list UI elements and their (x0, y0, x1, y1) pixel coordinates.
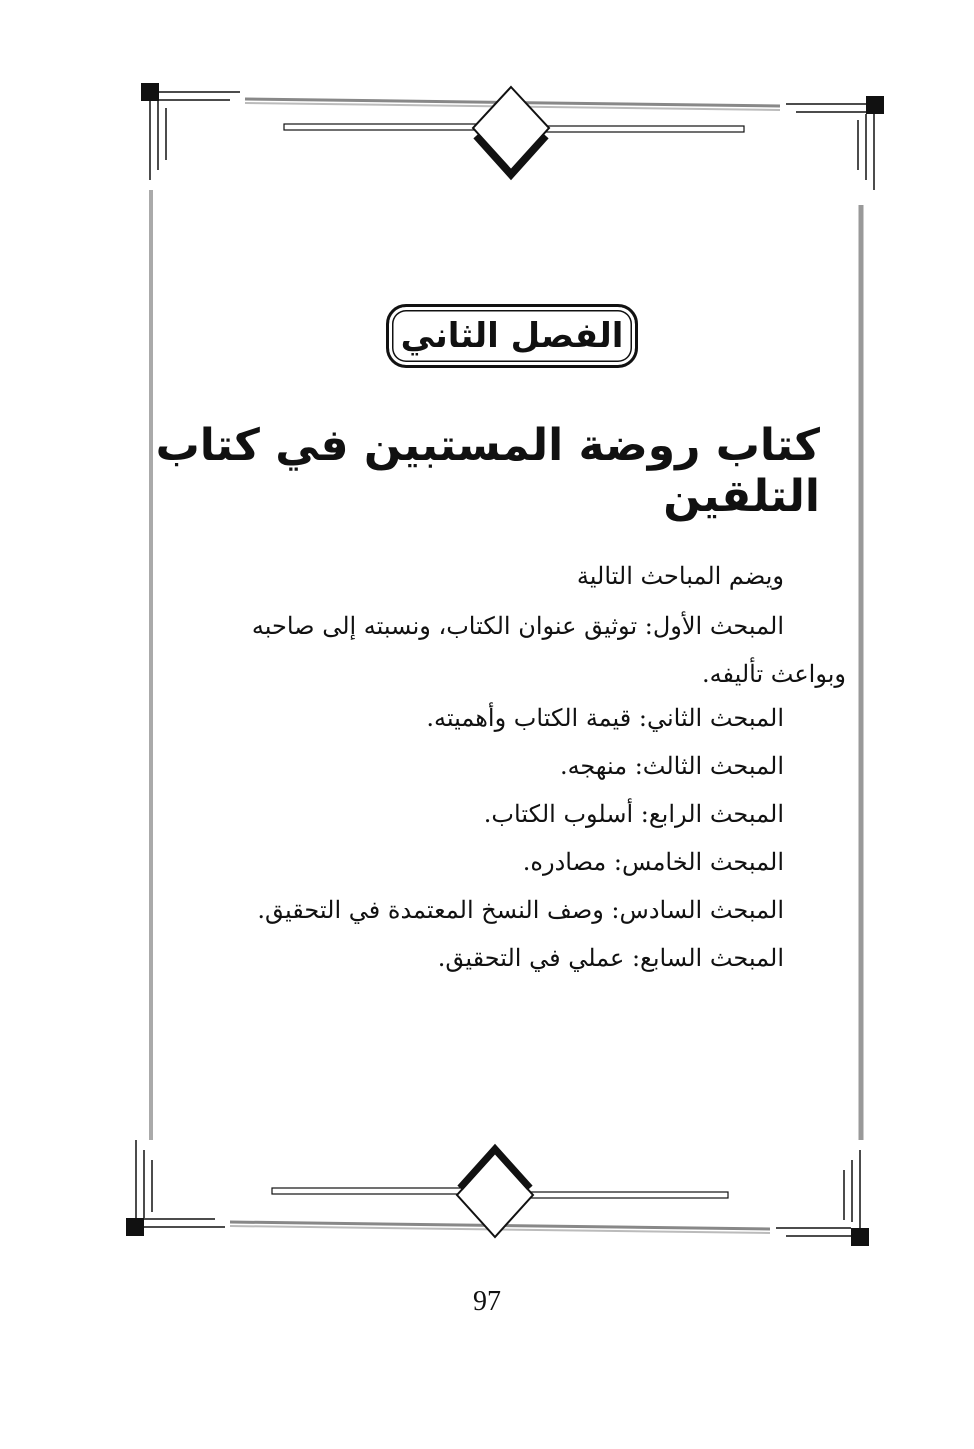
intro-line: ويضم المباحث التالية (576, 562, 784, 590)
section-line-3: المبحث الثالث: منهجه. (559, 752, 784, 780)
book-title: كتاب روضة المستبين في كتاب التلقين (155, 420, 820, 522)
corner-square-top-left (141, 83, 159, 101)
section-line-4: المبحث الرابع: أسلوب الكتاب. (483, 800, 784, 828)
section-line-1-continued: وبواعث تأليفه. (701, 660, 846, 688)
corner-square-bottom-left (126, 1218, 144, 1236)
chapter-label: الفصل الثاني (400, 316, 624, 356)
page-number: 97 (473, 1286, 501, 1317)
corner-square-bottom-right (851, 1228, 869, 1246)
section-line-6: المبحث السادس: وصف النسخ المعتمدة في التحقيق. (257, 896, 784, 924)
section-line-2: المبحث الثاني: قيمة الكتاب وأهميته. (426, 704, 784, 732)
chapter-heading-box (386, 304, 638, 368)
section-line-5: المبحث الخامس: مصادره. (522, 848, 784, 876)
section-line-1: المبحث الأول: توثيق عنوان الكتاب، ونسبته إلى صاحبه (251, 612, 784, 640)
corner-square-top-right (866, 96, 884, 114)
section-line-7: المبحث السابع: عملي في التحقيق. (437, 944, 784, 972)
diamond-ornament-top (473, 87, 549, 175)
